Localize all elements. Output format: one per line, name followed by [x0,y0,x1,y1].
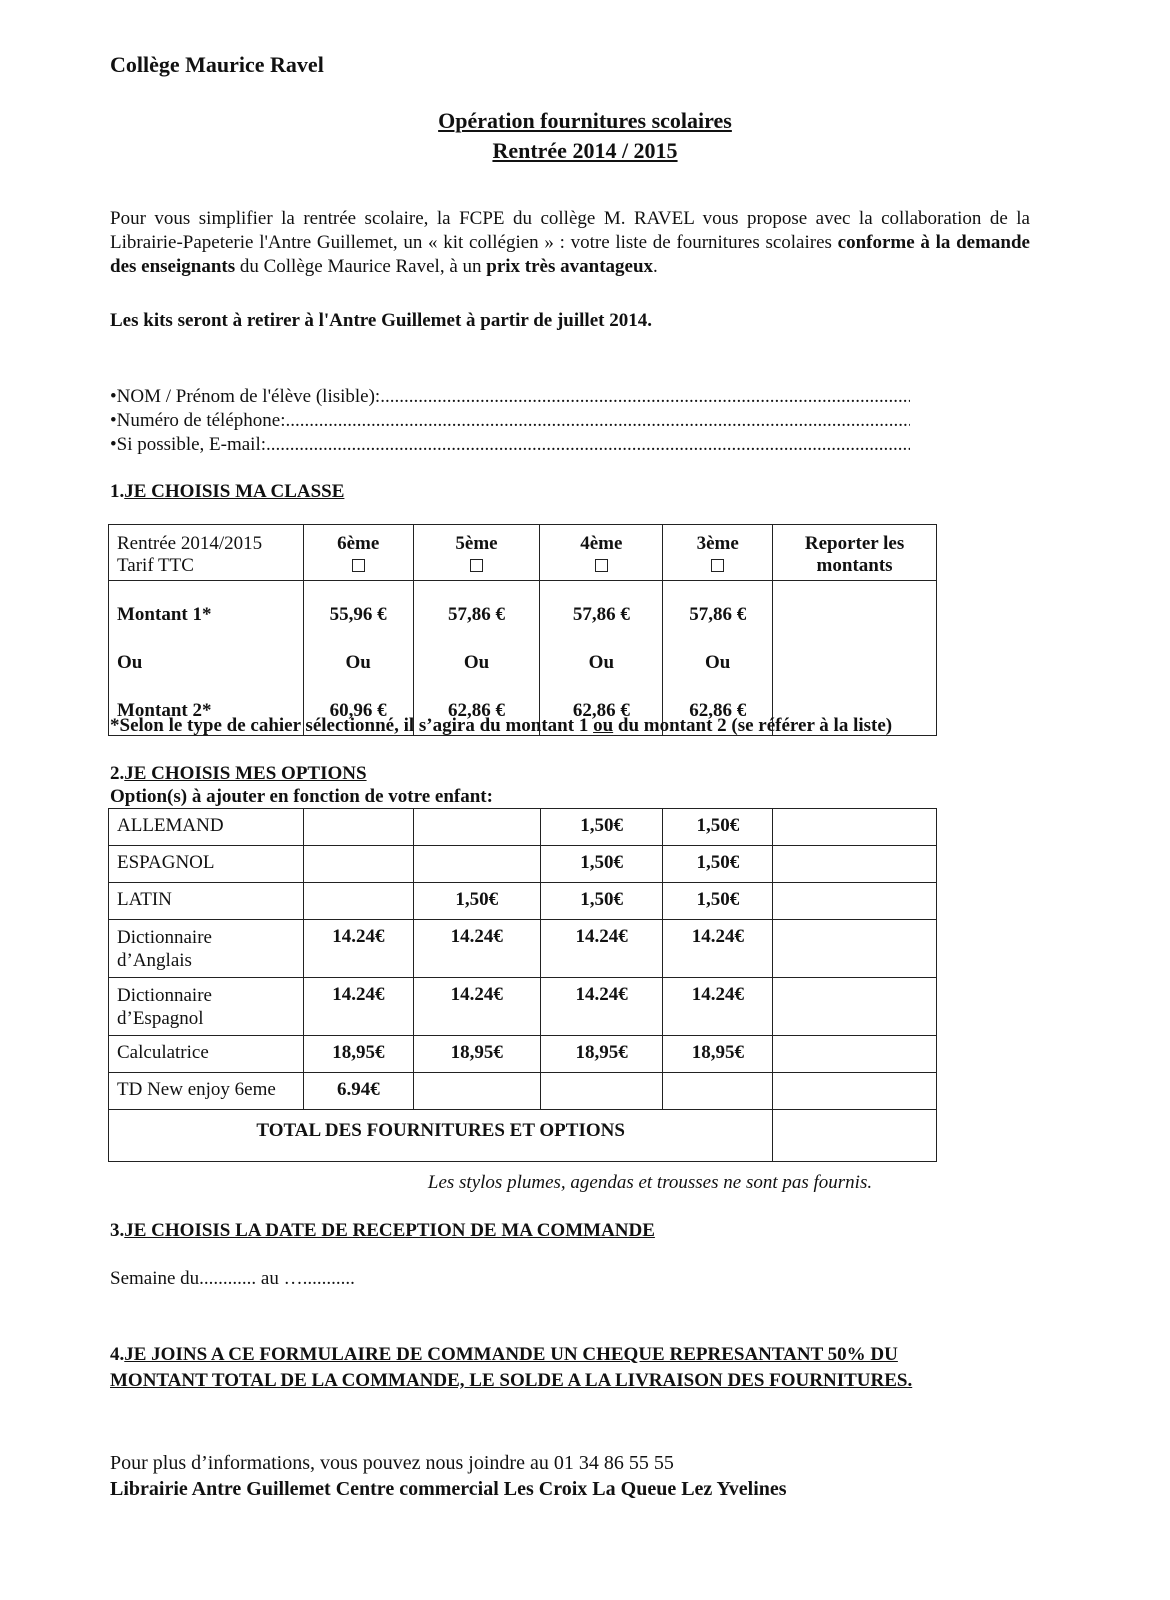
amount-note [110,715,892,737]
pickup-notice: Les kits seront à retirer à l'Antre Guillemet à partir de juillet 2014. [110,310,652,331]
option-label-calculatrice: Calculatrice [109,1036,304,1073]
option-latin-3eme: 1,50€ [663,883,773,920]
option-latin-4eme: 1,50€ [540,883,663,920]
option-espagnol-report[interactable] [773,846,937,883]
phone-field[interactable] [110,410,910,432]
option-allemand-4eme: 1,50€ [540,809,663,846]
class-6eme-checkbox[interactable] [352,559,365,572]
dict-anglais-line-1: Dictionnaire [117,927,212,948]
option-calculatrice-3eme: 18,95€ [663,1036,773,1073]
document-subtitle: Rentrée 2014 / 2015 [492,138,678,163]
montant2-5eme: 62,86 € [448,700,506,721]
section-2-number: 2. [110,763,125,784]
option-latin-report[interactable] [773,883,937,920]
option-allemand-report[interactable] [773,809,937,846]
section-1-title: JE CHOISIS MA CLASSE [124,481,345,502]
section-2-title: JE CHOISIS MES OPTIONS [124,763,367,784]
option-td-new-enjoy-5eme [413,1073,540,1110]
ou-6eme: Ou [345,652,371,673]
section-4-line-1: JE JOINS A CE FORMULAIRE DE COMMANDE UN CHEQUE REPRESANTANT 50% DU [124,1344,898,1365]
intro-bold-1: conforme à la demande des enseignants [110,232,1030,277]
class-5eme-cell[interactable] [413,525,540,581]
class-3eme-label: 3ème [696,533,739,554]
dict-espagnol-line-2: d’Espagnol [117,1008,204,1029]
option-allemand-3eme: 1,50€ [663,809,773,846]
montant-6eme-cell [303,581,413,736]
option-label-espagnol: ESPAGNOL [109,846,304,883]
option-calculatrice-6eme: 18,95€ [303,1036,413,1073]
class-6eme-cell[interactable] [303,525,413,581]
option-espagnol-4eme: 1,50€ [540,846,663,883]
class-6eme-label: 6ème [337,533,380,554]
section-3-number: 3. [110,1220,125,1241]
header-rentree: Rentrée 2014/2015 [117,533,263,554]
class-price-table [108,524,937,736]
option-latin-6eme [303,883,413,920]
report-line-1: Reporter les [804,533,905,554]
montant2-6eme: 60,96 € [329,700,387,721]
option-espagnol-3eme: 1,50€ [663,846,773,883]
option-td-new-enjoy-4eme [540,1073,663,1110]
option-calculatrice-5eme: 18,95€ [413,1036,540,1073]
option-td-new-enjoy-6eme: 6.94€ [303,1073,413,1110]
ou-label: Ou [117,652,143,673]
class-5eme-checkbox[interactable] [470,559,483,572]
option-espagnol-6eme [303,846,413,883]
document-title: Opération fournitures scolaires [438,108,732,133]
section-2-heading [110,763,367,785]
section-1-number: 1. [110,481,125,502]
option-label-latin: LATIN [109,883,304,920]
report-line-2: montants [816,555,893,576]
class-5eme-label: 5ème [455,533,498,554]
option-calculatrice-4eme: 18,95€ [540,1036,663,1073]
school-name: Collège Maurice Ravel [110,52,324,77]
option-allemand-6eme [303,809,413,846]
dotted-line [380,386,910,408]
montant1-4eme: 57,86 € [572,604,630,625]
dotted-line [266,434,910,456]
section-3-title: JE CHOISIS LA DATE DE RECEPTION DE MA COMMANDE [124,1220,655,1241]
option-dict-anglais-5eme: 14.24€ [413,920,540,978]
option-td-new-enjoy-report[interactable] [773,1073,937,1110]
option-espagnol-5eme [413,846,540,883]
shop-address: Librairie Antre Guillemet Centre commercial Les Croix La Queue Lez Yvelines [110,1478,787,1500]
montant1-5eme: 57,86 € [448,604,506,625]
section-3-heading [110,1220,655,1242]
option-dict-anglais-4eme: 14.24€ [540,920,663,978]
report-amount-cell[interactable] [773,581,937,736]
montant2-4eme: 62,86 € [572,700,630,721]
note-text-1: *Selon le type de cahier sélectionné, il s’agira du montant 1 [110,715,594,736]
montant2-label: Montant 2* [117,700,212,721]
intro-text-3: . [653,256,658,277]
option-dict-anglais-6eme: 14.24€ [303,920,413,978]
intro-text-1: Pour vous simplifier la rentrée scolaire, la FCPE du collège M. RAVEL vous propose avec la collaboration de la Librairie-Papeterie l'Antre Guillemet, un « kit collégien » : votre liste de fournitures scolaires [110,208,1030,253]
dict-espagnol-line-1: Dictionnaire [117,985,212,1006]
option-latin-5eme: 1,50€ [413,883,540,920]
montant1-label: Montant 1* [117,604,212,625]
option-label-allemand: ALLEMAND [109,809,304,846]
option-dict-espagnol-3eme: 14.24€ [663,978,773,1036]
header-cell-label [109,525,304,581]
class-3eme-cell[interactable] [663,525,773,581]
option-dict-espagnol-4eme: 14.24€ [540,978,663,1036]
student-name-label: •NOM / Prénom de l'élève (lisible): [110,386,381,407]
email-field[interactable] [110,434,910,456]
intro-bold-2: prix très avantageux [486,256,654,277]
option-allemand-5eme [413,809,540,846]
note-text-2: du montant 2 (se référer à la liste) [613,715,893,736]
options-subtitle: Option(s) à ajouter en fonction de votre enfant: [110,786,493,807]
section-4-line-2: MONTANT TOTAL DE LA COMMANDE, LE SOLDE A LA LIVRAISON DES FOURNITURES. [110,1370,913,1391]
section-4-heading [110,1342,1100,1394]
phone-label: •Numéro de téléphone: [110,410,286,431]
option-label-dict-espagnol [109,978,304,1036]
option-td-new-enjoy-3eme [663,1073,773,1110]
option-calculatrice-report[interactable] [773,1036,937,1073]
intro-text-2: du Collège Maurice Ravel, à un [235,256,487,277]
total-label: TOTAL DES FOURNITURES ET OPTIONS [109,1110,773,1162]
option-label-td-new-enjoy: TD New enjoy 6eme [109,1073,304,1110]
class-4eme-label: 4ème [580,533,623,554]
intro-paragraph [110,207,1030,279]
montant1-6eme: 55,96 € [329,604,387,625]
report-header [773,525,937,581]
dotted-line [285,410,910,432]
not-supplied-note: Les stylos plumes, agendas et trousses ne sont pas fournis. [427,1172,873,1193]
options-table [108,808,937,1162]
dict-anglais-line-2: d’Anglais [117,950,192,971]
ou-4eme: Ou [588,652,615,673]
montant1-3eme: 57,86 € [689,604,747,625]
total-amount-cell[interactable] [773,1110,937,1162]
ou-5eme: Ou [463,652,490,673]
class-3eme-checkbox[interactable] [711,559,724,572]
ou-3eme: Ou [705,652,731,673]
option-dict-espagnol-report[interactable] [773,978,937,1036]
montant-4eme-cell [540,581,663,736]
email-label: •Si possible, E-mail: [110,434,267,455]
student-name-field[interactable] [110,386,910,408]
option-dict-espagnol-6eme: 14.24€ [303,978,413,1036]
option-dict-anglais-3eme: 14.24€ [663,920,773,978]
option-dict-anglais-report[interactable] [773,920,937,978]
montant-5eme-cell [413,581,540,736]
contact-info: Pour plus d’informations, vous pouvez nous joindre au 01 34 86 55 55 [110,1452,674,1474]
section-1-heading [110,481,344,503]
note-ou: ou [593,715,614,736]
option-label-dict-anglais [109,920,304,978]
montant-label-cell [109,581,304,736]
montant2-3eme: 62,86 € [689,700,747,721]
montant-3eme-cell [663,581,773,736]
option-dict-espagnol-5eme: 14.24€ [413,978,540,1036]
header-tarif: Tarif TTC [117,555,194,576]
section-4-number: 4. [110,1344,125,1365]
class-4eme-cell[interactable] [540,525,663,581]
week-field[interactable]: Semaine du............ au …........... [110,1268,355,1289]
class-4eme-checkbox[interactable] [595,559,608,572]
